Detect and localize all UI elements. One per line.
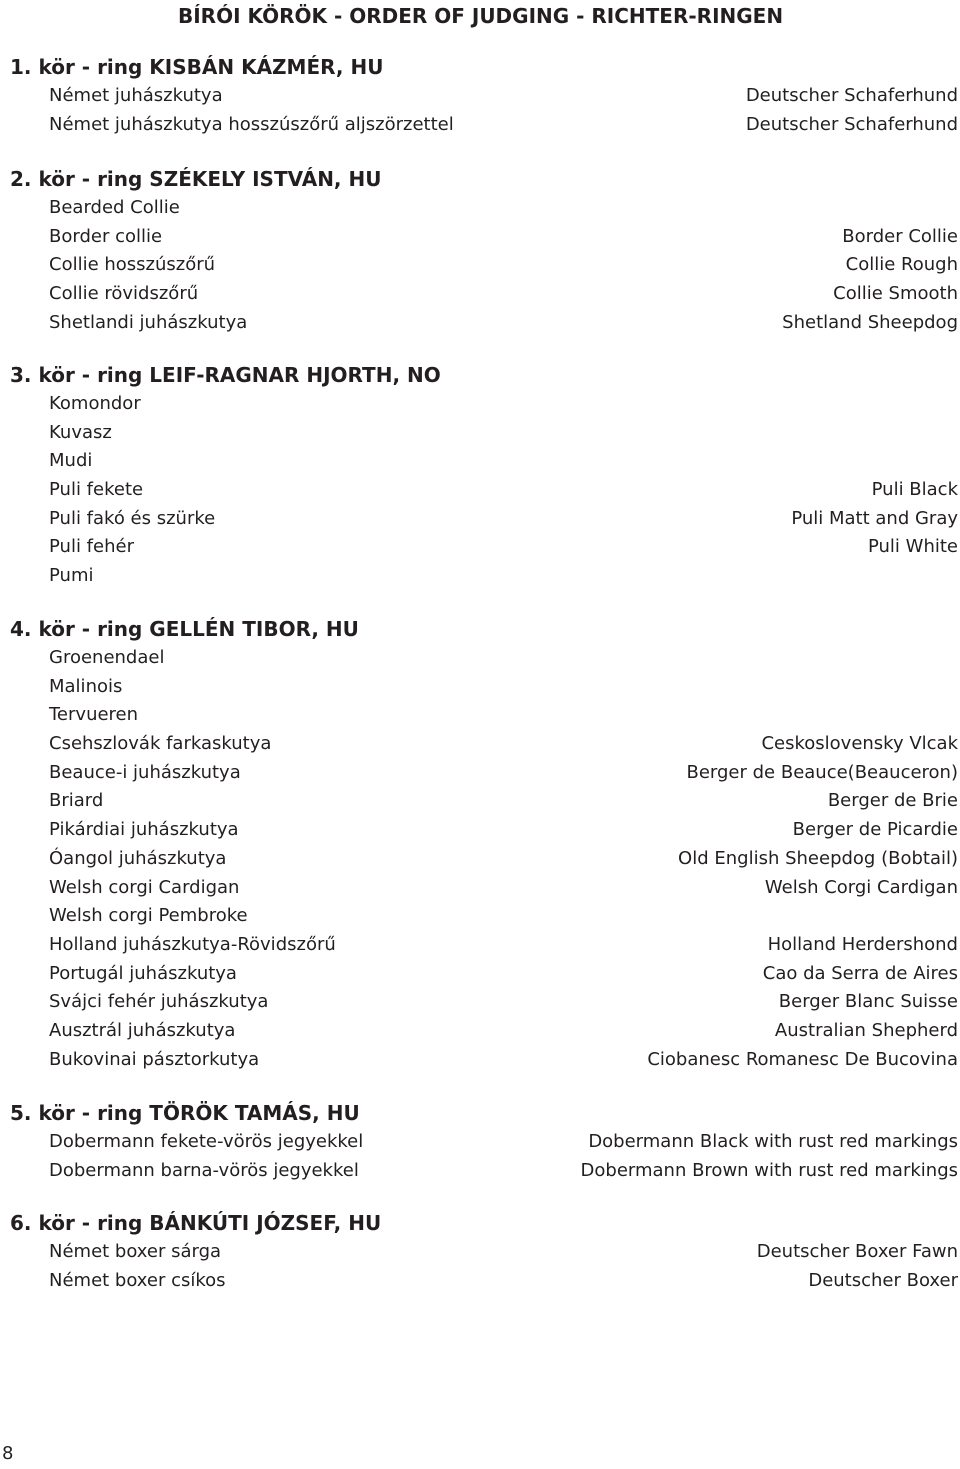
breed-row bbox=[0, 1046, 960, 1075]
breed-row bbox=[0, 1238, 960, 1267]
ring-heading: 2. kör - ring SZÉKELY ISTVÁN, HU bbox=[10, 167, 382, 191]
ring-section bbox=[0, 1098, 960, 1185]
breed-row bbox=[0, 988, 960, 1017]
breed-name-international: Berger de Picardie bbox=[792, 819, 958, 841]
breed-name-international: Holland Herdershond bbox=[767, 933, 958, 955]
breed-name-international: Deutscher Schaferhund bbox=[745, 85, 958, 106]
page-number: 8 bbox=[2, 1443, 14, 1464]
breed-name-hungarian: Welsh corgi Pembroke bbox=[49, 905, 248, 927]
breed-name-hungarian: Groenendael bbox=[49, 647, 165, 668]
breed-name-international: Collie Rough bbox=[845, 254, 958, 276]
breed-row bbox=[0, 562, 960, 591]
breed-name-hungarian: Óangol juhászkutya bbox=[49, 847, 227, 869]
breed-row bbox=[0, 82, 960, 111]
breed-name-hungarian: Német boxer csíkos bbox=[49, 1269, 226, 1291]
breed-name-hungarian: Puli fehér bbox=[49, 536, 134, 558]
breed-row bbox=[0, 223, 960, 252]
breed-row bbox=[0, 845, 960, 874]
breed-name-hungarian: Mudi bbox=[49, 450, 93, 472]
breed-name-hungarian: Collie rövidszőrű bbox=[49, 283, 199, 305]
ring-section bbox=[0, 1208, 960, 1295]
breed-name-international: Australian Shepherd bbox=[774, 1019, 958, 1041]
breed-name-international: Dobermann Black with rust red markings bbox=[588, 1131, 958, 1152]
breed-name-hungarian: Collie hosszúszőrű bbox=[49, 254, 216, 276]
breed-name-hungarian: Bukovinai pásztorkutya bbox=[49, 1048, 260, 1070]
breed-name-hungarian: Puli fekete bbox=[49, 479, 144, 501]
breed-name-hungarian: Kuvasz bbox=[49, 421, 112, 443]
ring-section bbox=[0, 614, 960, 1074]
breed-row bbox=[0, 816, 960, 845]
breed-name-hungarian: Puli fakó és szürke bbox=[49, 507, 216, 529]
breed-row bbox=[0, 730, 960, 759]
breed-name-hungarian: Dobermann barna-vörös jegyekkel bbox=[49, 1159, 359, 1181]
breed-name-hungarian: Bearded Collie bbox=[49, 197, 180, 218]
page-title: BÍRÓI KÖRÖK - ORDER OF JUDGING - RICHTER-RINGEN bbox=[178, 4, 784, 28]
ring-heading: 3. kör - ring LEIF-RAGNAR HJORTH, NO bbox=[10, 363, 441, 387]
breed-row bbox=[0, 931, 960, 960]
breed-name-international: Ciobanesc Romanesc De Bucovina bbox=[647, 1048, 958, 1070]
breed-row bbox=[0, 701, 960, 730]
ring-section bbox=[0, 164, 960, 337]
breed-row bbox=[0, 476, 960, 505]
breed-name-hungarian: Malinois bbox=[49, 675, 123, 697]
breed-name-hungarian: Briard bbox=[49, 790, 104, 812]
breed-row bbox=[0, 902, 960, 931]
breed-name-international: Deutscher Boxer bbox=[808, 1269, 958, 1291]
breed-name-international: Collie Smooth bbox=[833, 283, 958, 305]
breed-name-international: Deutscher Schaferhund bbox=[745, 113, 958, 135]
breed-name-hungarian: Német juhászkutya hosszúszőrű aljszörzettel bbox=[49, 113, 454, 135]
breed-name-international: Deutscher Boxer Fawn bbox=[756, 1241, 958, 1262]
breed-row bbox=[0, 874, 960, 903]
breed-row bbox=[0, 673, 960, 702]
breed-row bbox=[0, 309, 960, 338]
breed-name-hungarian: Svájci fehér juhászkutya bbox=[49, 991, 269, 1013]
ring-heading: 4. kör - ring GELLÉN TIBOR, HU bbox=[10, 617, 359, 641]
breed-name-international: Berger de Brie bbox=[827, 790, 958, 812]
breed-name-international: Dobermann Brown with rust red markings bbox=[580, 1159, 958, 1181]
ring-heading: 1. kör - ring KISBÁN KÁZMÉR, HU bbox=[10, 55, 384, 79]
breed-row bbox=[0, 1128, 960, 1157]
breed-name-hungarian: Beauce-i juhászkutya bbox=[49, 761, 241, 783]
breed-row bbox=[0, 1157, 960, 1186]
breed-name-international: Border Collie bbox=[842, 225, 958, 247]
breed-row bbox=[0, 787, 960, 816]
breed-row bbox=[0, 194, 960, 223]
breed-name-hungarian: Border collie bbox=[49, 225, 163, 247]
breed-row bbox=[0, 505, 960, 534]
ring-section bbox=[0, 360, 960, 591]
breed-name-hungarian: Ausztrál juhászkutya bbox=[49, 1019, 236, 1041]
breed-name-international: Puli White bbox=[867, 536, 958, 558]
breed-name-international: Welsh Corgi Cardigan bbox=[764, 876, 958, 898]
breed-name-hungarian: Portugál juhászkutya bbox=[49, 962, 237, 984]
breed-row bbox=[0, 644, 960, 673]
breed-name-international: Cao da Serra de Aires bbox=[762, 962, 958, 984]
breed-name-international: Shetland Sheepdog bbox=[782, 311, 958, 333]
breed-name-hungarian: Pikárdiai juhászkutya bbox=[49, 819, 239, 841]
breed-name-hungarian: Tervueren bbox=[49, 704, 139, 726]
breed-name-international: Ceskoslovensky Vlcak bbox=[761, 733, 958, 755]
breed-row bbox=[0, 280, 960, 309]
breed-row bbox=[0, 960, 960, 989]
breed-name-international: Old English Sheepdog (Bobtail) bbox=[678, 847, 958, 869]
breed-name-hungarian: Csehszlovák farkaskutya bbox=[49, 733, 272, 755]
breed-name-international: Puli Black bbox=[871, 479, 958, 501]
ring-heading: 5. kör - ring TÖRÖK TAMÁS, HU bbox=[10, 1101, 360, 1125]
breed-row bbox=[0, 251, 960, 280]
breed-row bbox=[0, 1267, 960, 1296]
ring-section bbox=[0, 52, 960, 139]
breed-name-international: Puli Matt and Gray bbox=[791, 507, 958, 529]
breed-row bbox=[0, 419, 960, 448]
breed-name-hungarian: Komondor bbox=[49, 393, 141, 414]
breed-name-international: Berger de Beauce(Beauceron) bbox=[686, 761, 958, 783]
breed-name-international: Berger Blanc Suisse bbox=[778, 991, 958, 1013]
breed-name-hungarian: Welsh corgi Cardigan bbox=[49, 876, 240, 898]
breed-row bbox=[0, 390, 960, 419]
breed-row bbox=[0, 111, 960, 140]
breed-row bbox=[0, 759, 960, 788]
breed-name-hungarian: Pumi bbox=[49, 565, 94, 587]
breed-name-hungarian: Dobermann fekete-vörös jegyekkel bbox=[49, 1131, 364, 1152]
breed-row bbox=[0, 533, 960, 562]
breed-row bbox=[0, 1017, 960, 1046]
breed-name-hungarian: Holland juhászkutya-Rövidszőrű bbox=[49, 933, 336, 955]
breed-name-hungarian: Német boxer sárga bbox=[49, 1241, 222, 1262]
breed-name-hungarian: Német juhászkutya bbox=[49, 85, 223, 106]
breed-row bbox=[0, 447, 960, 476]
breed-name-hungarian: Shetlandi juhászkutya bbox=[49, 311, 248, 333]
ring-heading: 6. kör - ring BÁNKÚTI JÓZSEF, HU bbox=[10, 1211, 382, 1235]
